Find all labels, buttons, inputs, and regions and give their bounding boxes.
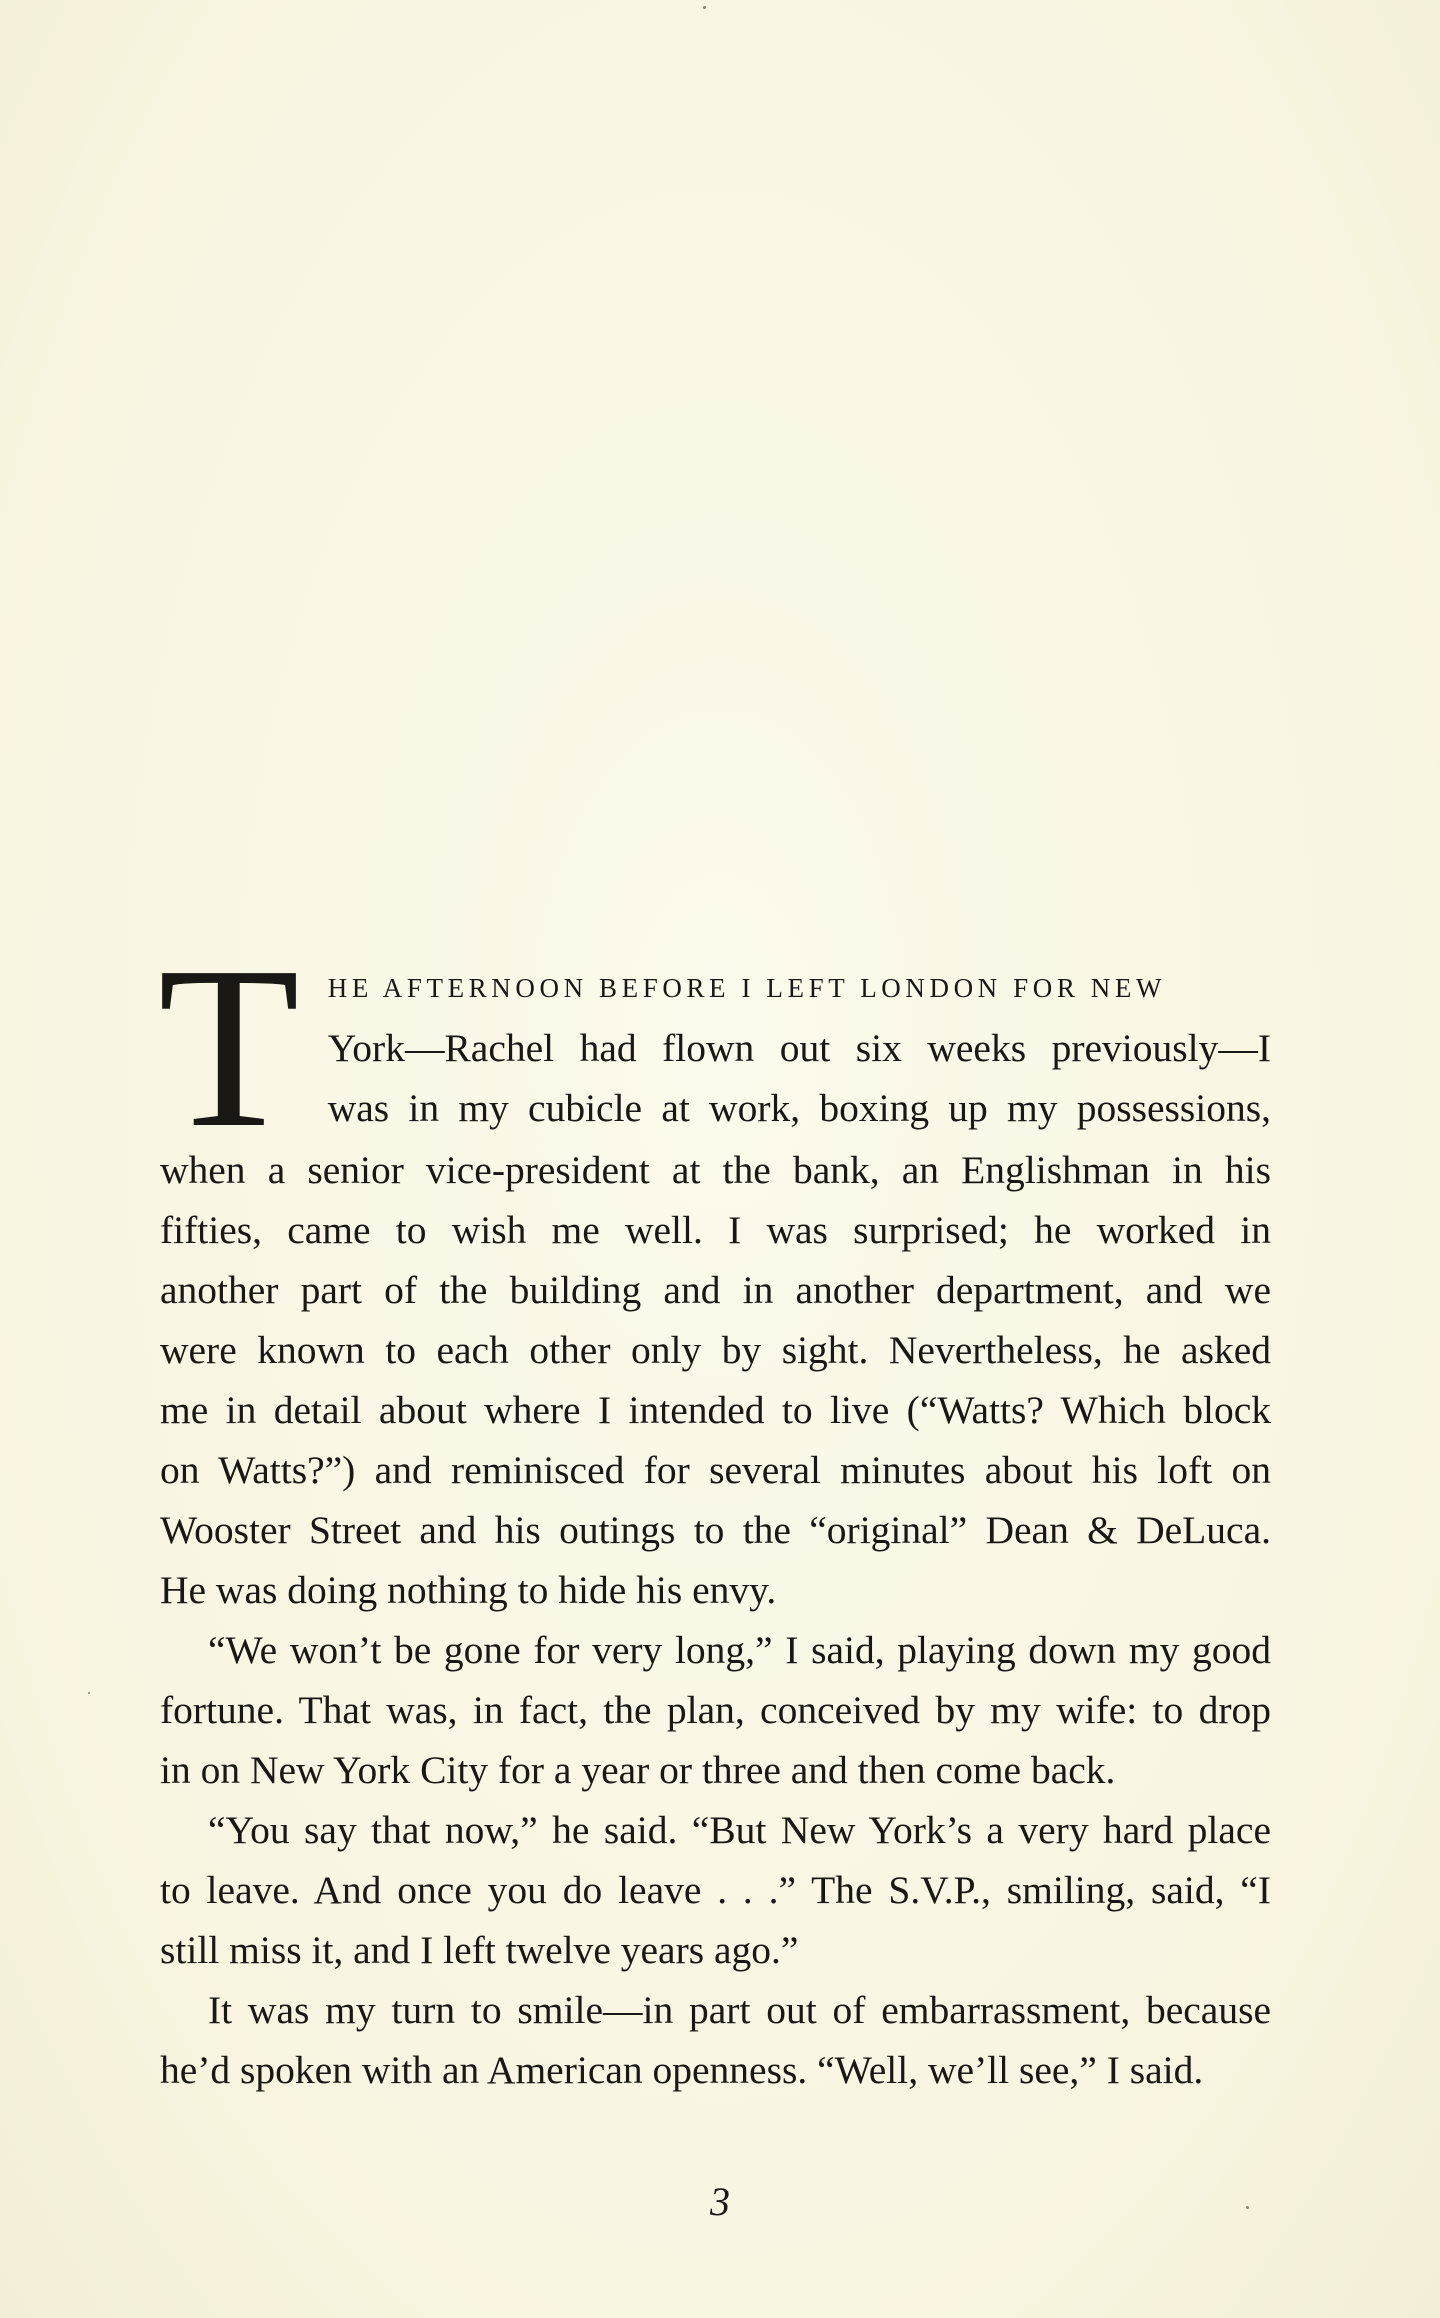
paper-speck — [703, 6, 706, 9]
paragraph-4 — [160, 1980, 1271, 2100]
text-line: he’d spoken with an American openness. “Well, we’ll see,” I said. — [160, 2048, 1204, 2092]
text-line: when a senior vice-president at the bank, an Englishman in his — [160, 1148, 1271, 1192]
text-line: It was my turn to smile—in part out of embarrassment, because — [208, 1988, 1271, 2032]
page-number: 3 — [710, 2179, 730, 2224]
text-line: to leave. And once you do leave . . .” The S.V.P., smiling, said, “I — [160, 1868, 1271, 1912]
drop-cap: T — [158, 919, 300, 1176]
paragraph-1 — [158, 919, 1271, 1620]
paper-speck — [88, 1692, 90, 1694]
text-line: fortune. That was, in fact, the plan, conceived by my wife: to drop — [160, 1688, 1271, 1732]
text-line: still miss it, and I left twelve years ago.” — [160, 1928, 799, 1972]
text-line: in on New York City for a year or three and then come back. — [160, 1748, 1116, 1792]
text-line: was in my cubicle at work, boxing up my possessions, — [327, 1086, 1271, 1130]
text-line: were known to each other only by sight. Nevertheless, he asked — [160, 1328, 1271, 1372]
opening-small-caps: HE AFTERNOON BEFORE I LEFT LONDON FOR NEW — [327, 973, 1167, 1003]
text-line: “We won’t be gone for very long,” I said, playing down my good — [208, 1628, 1271, 1672]
paragraph-2 — [160, 1620, 1271, 1800]
text-line: York—Rachel had flown out six weeks previously—I — [327, 1026, 1271, 1070]
paragraph-3 — [160, 1800, 1271, 1980]
text-line: another part of the building and in another department, and we — [160, 1268, 1271, 1312]
text-line: fifties, came to wish me well. I was surprised; he worked in — [160, 1208, 1271, 1252]
text-line: He was doing nothing to hide his envy. — [160, 1568, 777, 1612]
text-line: me in detail about where I intended to live (“Watts? Which block — [160, 1388, 1271, 1432]
chapter-opening-text — [158, 919, 1271, 2100]
text-line: on Watts?”) and reminisced for several minutes about his loft on — [160, 1448, 1271, 1492]
text-line: “You say that now,” he said. “But New York’s a very hard place — [208, 1808, 1271, 1852]
text-line: Wooster Street and his outings to the “original” Dean & DeLuca. — [160, 1508, 1271, 1552]
